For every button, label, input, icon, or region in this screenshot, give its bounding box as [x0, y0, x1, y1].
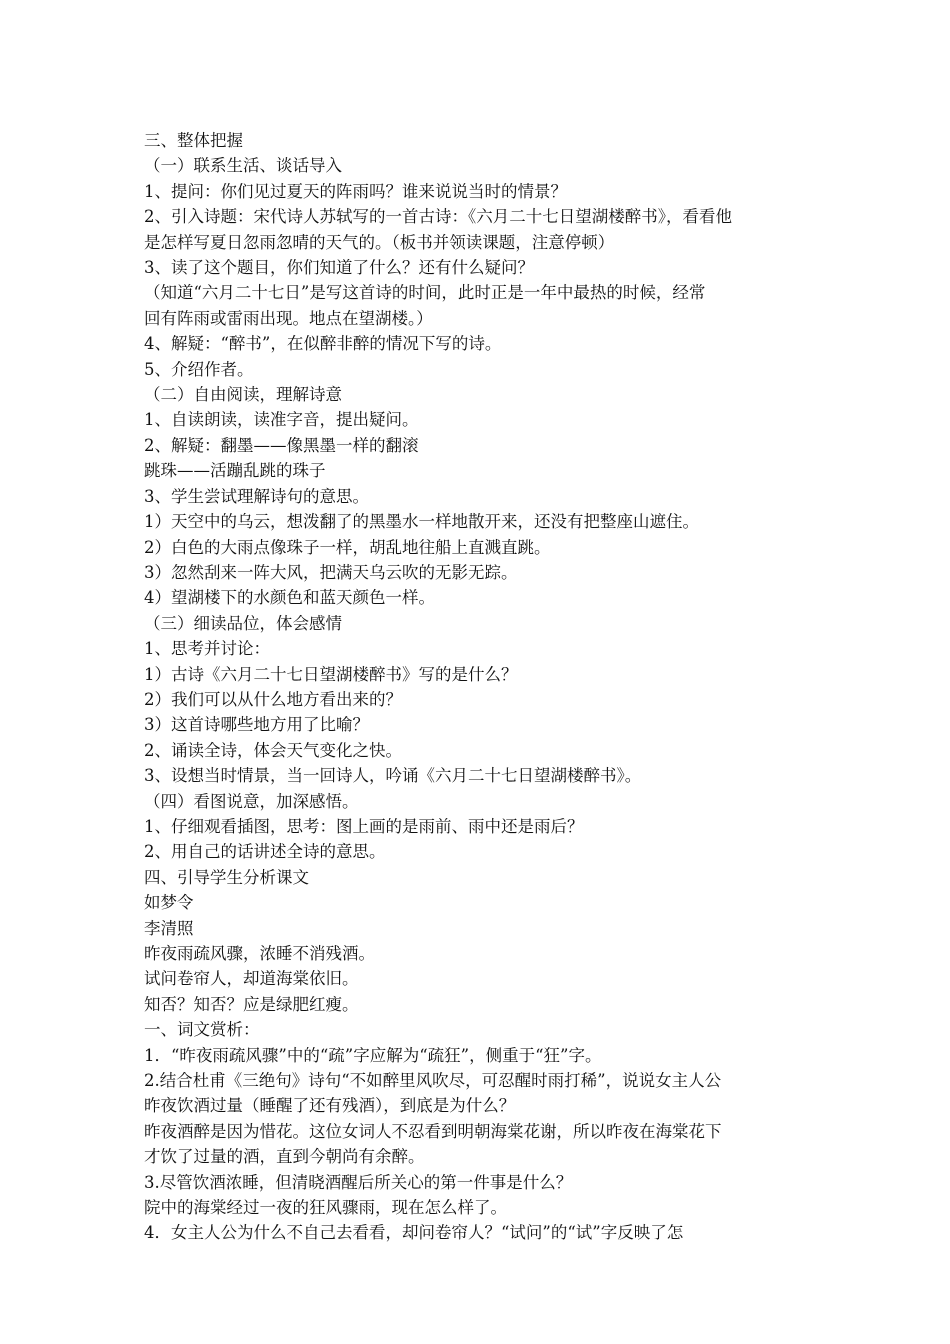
subsection-heading: （二）自由阅读，理解诗意: [144, 385, 342, 405]
text-line: 1．“昨夜雨疏风骤”中的“疏”字应解为“疏狂”，侧重于“狂”字。: [144, 1045, 602, 1065]
text-line: 回有阵雨或雷雨出现。地点在望湖楼。）: [144, 308, 433, 328]
text-line: 1、思考并讨论：: [144, 639, 270, 659]
text-line: 2）我们可以从什么地方看出来的？: [144, 689, 402, 709]
text-line: 4）望湖楼下的水颜色和蓝天颜色一样。: [144, 588, 435, 608]
text-line: 5、介绍作者。: [144, 359, 254, 379]
text-line: 1）天空中的乌云，想泼翻了的黑墨水一样地散开来，还没有把整座山遮住。: [144, 512, 699, 532]
text-line: 4．女主人公为什么不自己去看看，却问卷帘人？“试问”的“试”字反映了怎: [144, 1223, 684, 1243]
text-line: 3、设想当时情景，当一回诗人，吟诵《六月二十七日望湖楼醉书》。: [144, 766, 642, 786]
poem-line: 知否？知否？应是绿肥红瘦。: [144, 994, 359, 1014]
text-line: （知道“六月二十七日”是写这首诗的时间，此时正是一年中最热的时候，经常: [144, 283, 706, 303]
poem-title: 如梦令: [144, 893, 194, 913]
subsection-heading: （四）看图说意，加深感悟。: [144, 791, 359, 811]
text-line: 昨夜饮酒过量（睡醒了还有残酒），到底是为什么？: [144, 1096, 516, 1116]
poem-line: 试问卷帘人，却道海棠依旧。: [144, 969, 359, 989]
text-line: 1、自读朗读，读准字音，提出疑问。: [144, 410, 419, 430]
text-line: 2、解疑：翻墨——像黑墨一样的翻滚: [144, 435, 419, 455]
section-heading: 一、词文赏析：: [144, 1020, 260, 1040]
text-line: 1）古诗《六月二十七日望湖楼醉书》写的是什么？: [144, 664, 518, 684]
text-line: 2）白色的大雨点像珠子一样，胡乱地往船上直溅直跳。: [144, 537, 551, 557]
text-line: 才饮了过量的酒，直到今朝尚有余醉。: [144, 1147, 425, 1167]
text-line: 2、用自己的话讲述全诗的意思。: [144, 842, 386, 862]
text-line: 1、仔细观看插图，思考：图上画的是雨前、雨中还是雨后？: [144, 816, 584, 836]
subsection-heading: （一）联系生活、谈话导入: [144, 156, 342, 176]
text-line: 2、诵读全诗，体会天气变化之快。: [144, 740, 402, 760]
text-line: 3.尽管饮酒浓睡，但清晓酒醒后所关心的第一件事是什么？: [144, 1172, 573, 1192]
text-line: 2、引入诗题：宋代诗人苏轼写的一首古诗：《六月二十七日望湖楼醉书》，看看他: [144, 207, 732, 227]
text-line: 是怎样写夏日忽雨忽晴的天气的。（板书并领读课题，注意停顿）: [144, 232, 615, 252]
text-line: 3、学生尝试理解诗句的意思。: [144, 486, 369, 506]
poem-author: 李清照: [144, 918, 194, 938]
subsection-heading: （三）细读品位，体会感情: [144, 613, 342, 633]
text-line: 1、提问：你们见过夏天的阵雨吗？谁来说说当时的情景？: [144, 181, 567, 201]
section-heading: 四、引导学生分析课文: [144, 867, 309, 887]
text-line: 昨夜酒醉是因为惜花。这位女词人不忍看到明朝海棠花谢，所以昨夜在海棠花下: [144, 1121, 722, 1141]
poem-line: 昨夜雨疏风骤，浓睡不消残酒。: [144, 944, 375, 963]
document-page: [144, 128, 812, 1246]
text-line: 跳珠——活蹦乱跳的珠子: [144, 461, 326, 481]
text-line: 院中的海棠经过一夜的狂风骤雨，现在怎么样了。: [144, 1198, 507, 1218]
text-line: 2.结合杜甫《三绝句》诗句“不如醉里风吹尽，可忍醒时雨打稀”，说说女主人公: [144, 1071, 722, 1091]
text-line: 3、读了这个题目，你们知道了什么？还有什么疑问？: [144, 258, 534, 278]
section-heading: 三、整体把握: [144, 131, 243, 150]
text-line: 3）忽然刮来一阵大风，把满天乌云吹的无影无踪。: [144, 562, 518, 582]
text-line: 3）这首诗哪些地方用了比喻？: [144, 715, 369, 735]
text-line: 4、解疑：“醉书”，在似醉非醉的情况下写的诗。: [144, 334, 502, 354]
